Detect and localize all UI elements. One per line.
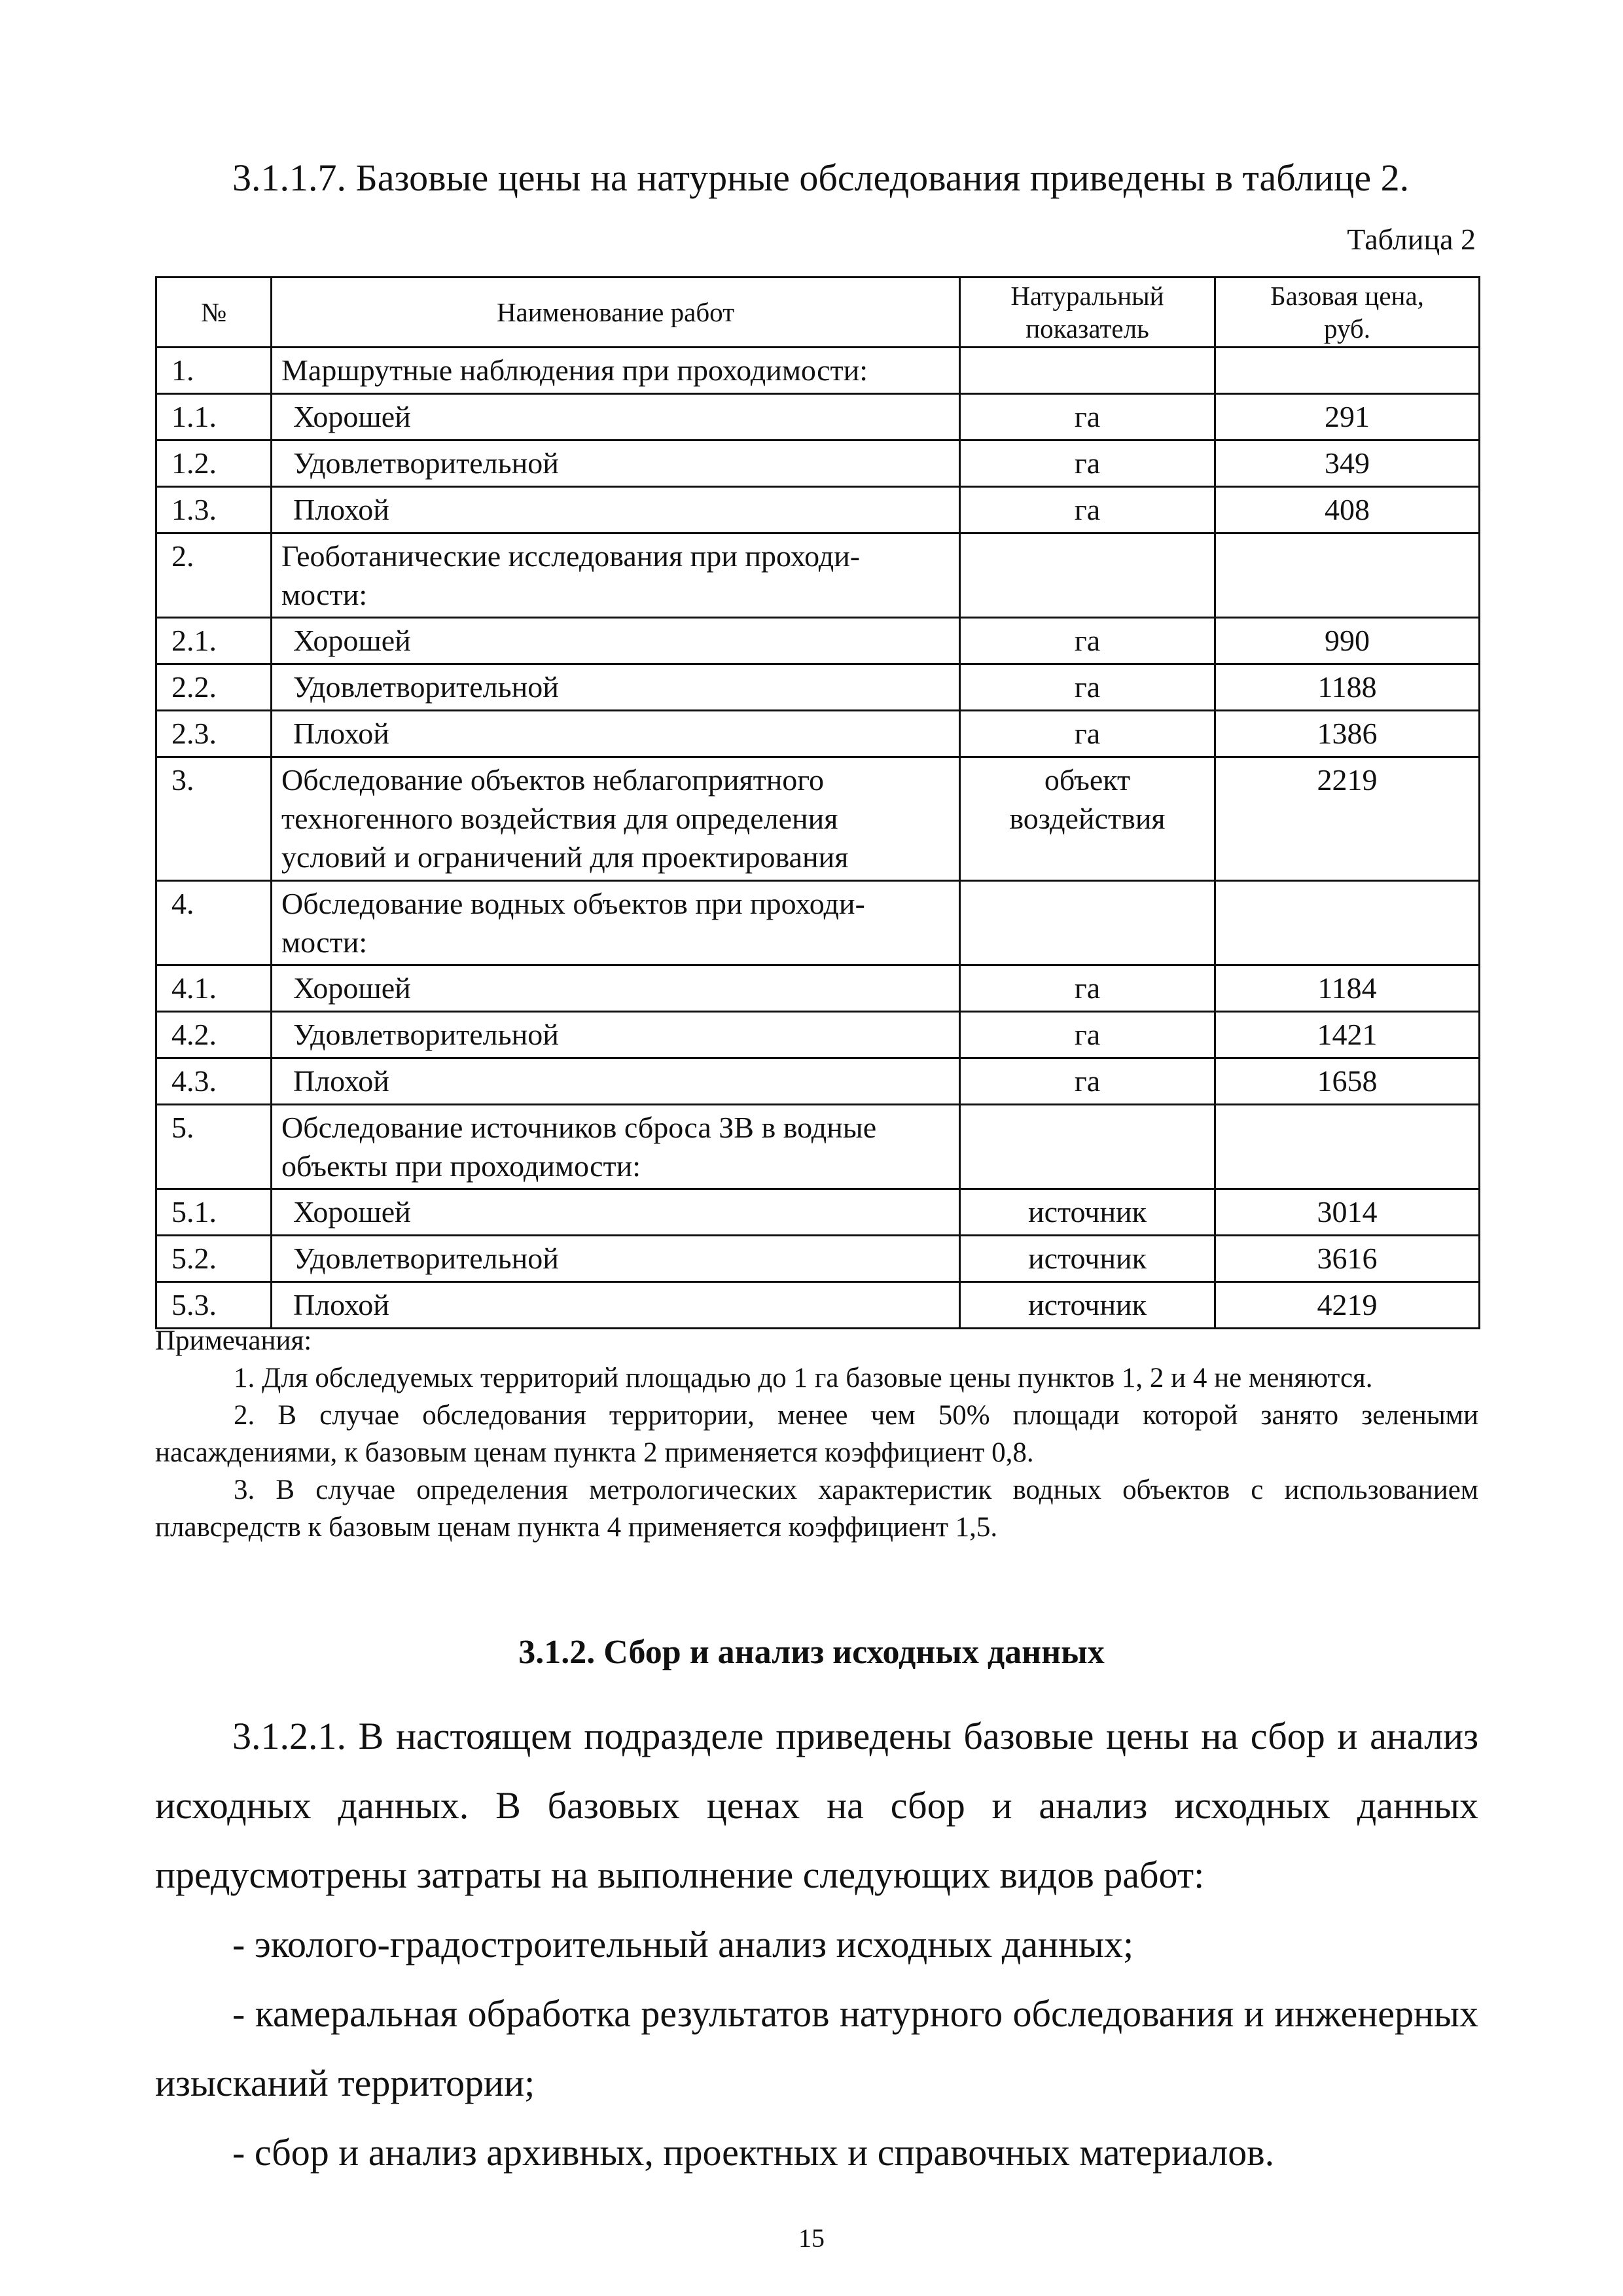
- row-num: 2.3.: [156, 711, 272, 757]
- row-unit: [960, 1105, 1215, 1189]
- header-name: Наименование работ: [272, 278, 960, 348]
- notes-block: [155, 1322, 1478, 1546]
- row-num: 4.2.: [156, 1012, 272, 1058]
- table-row: [156, 618, 1480, 664]
- table-header-row: [156, 278, 1480, 348]
- row-unit: источник: [960, 1236, 1215, 1282]
- price-table: [155, 276, 1480, 1329]
- row-name-line: условий и ограничений для проектирования: [281, 840, 849, 874]
- row-num: 2.2.: [156, 664, 272, 711]
- row-unit: га: [960, 440, 1215, 487]
- note-item: 3. В случае определения метрологических характеристик водных объектов с использованием плавсредств к базовым ценам пункта 4 применяется коэффициент 1,5.: [155, 1475, 1478, 1543]
- row-name: [272, 881, 960, 965]
- row-num: 4.: [156, 881, 272, 965]
- table-row: [156, 394, 1480, 440]
- row-unit: га: [960, 394, 1215, 440]
- row-price: [1215, 348, 1480, 394]
- row-name: [272, 1105, 960, 1189]
- row-name-line: мости:: [281, 578, 368, 611]
- row-name: Плохой: [272, 1058, 960, 1105]
- table-row: [156, 440, 1480, 487]
- row-name: Хорошей: [272, 1189, 960, 1236]
- table-row: [156, 881, 1480, 965]
- row-name: Хорошей: [272, 394, 960, 440]
- row-unit: [960, 881, 1215, 965]
- row-name: Плохой: [272, 1282, 960, 1329]
- table-row: [156, 1012, 1480, 1058]
- note-item: 2. В случае обследования территории, менее чем 50% площади которой занято зелеными насаждениями, к базовым ценам пункта 2 применяется коэффициент 0,8.: [155, 1400, 1478, 1468]
- table-row: [156, 965, 1480, 1012]
- table-row: [156, 757, 1480, 881]
- row-unit: [960, 348, 1215, 394]
- body-paragraph: 3.1.2.1. В настоящем подразделе приведены базовые цены на сбор и анализ исходных данных. В базовых ценах на сбор и анализ исходных данных предусмотрены затраты на выполнение следующих видов работ:: [155, 1715, 1478, 1896]
- table-row: [156, 487, 1480, 533]
- row-num: 5.1.: [156, 1189, 272, 1236]
- row-name: Хорошей: [272, 618, 960, 664]
- row-price: 349: [1215, 440, 1480, 487]
- table-row: [156, 711, 1480, 757]
- body-list-item: - эколого-градостроительный анализ исходных данных;: [232, 1923, 1134, 1965]
- row-unit: [960, 533, 1215, 618]
- row-name-line: Геоботанические исследования при проходи-: [281, 539, 861, 573]
- row-unit-line: объект: [1044, 763, 1131, 797]
- row-name: Плохой: [272, 487, 960, 533]
- row-unit: [960, 757, 1215, 881]
- row-num: 1.2.: [156, 440, 272, 487]
- row-unit: га: [960, 1058, 1215, 1105]
- row-name-line: техногенного воздействия для определения: [281, 802, 838, 835]
- row-num: 5.3.: [156, 1282, 272, 1329]
- table-row: [156, 1058, 1480, 1105]
- table-row: [156, 1282, 1480, 1329]
- row-price: 2219: [1215, 757, 1480, 881]
- table-caption: Таблица 2: [1347, 223, 1476, 256]
- row-num: 3.: [156, 757, 272, 881]
- row-name-line: Обследование водных объектов при проходи-: [281, 887, 865, 920]
- row-name: Удовлетворительной: [272, 1012, 960, 1058]
- row-num: 2.: [156, 533, 272, 618]
- notes-title: Примечания:: [155, 1325, 312, 1356]
- row-name: Удовлетворительной: [272, 440, 960, 487]
- body-list-item: - камеральная обработка результатов натурного обследования и инженерных изысканий территории;: [155, 1992, 1478, 2104]
- row-num: 1.1.: [156, 394, 272, 440]
- row-num: 1.3.: [156, 487, 272, 533]
- row-num: 2.1.: [156, 618, 272, 664]
- row-price: 4219: [1215, 1282, 1480, 1329]
- row-unit: га: [960, 487, 1215, 533]
- row-name: Плохой: [272, 711, 960, 757]
- row-unit: га: [960, 965, 1215, 1012]
- table-row: [156, 1189, 1480, 1236]
- header-num: №: [156, 278, 272, 348]
- row-name-line: Обследование объектов неблагоприятного: [281, 763, 825, 797]
- table-row: [156, 664, 1480, 711]
- row-unit-line: воздействия: [1009, 802, 1166, 835]
- row-name: Хорошей: [272, 965, 960, 1012]
- row-name: Удовлетворительной: [272, 1236, 960, 1282]
- row-unit: источник: [960, 1189, 1215, 1236]
- section-heading: 3.1.2. Сбор и анализ исходных данных: [518, 1634, 1105, 1671]
- row-unit: га: [960, 618, 1215, 664]
- row-price: 1188: [1215, 664, 1480, 711]
- row-unit: источник: [960, 1282, 1215, 1329]
- row-name: Маршрутные наблюдения при проходимости:: [272, 348, 960, 394]
- row-num: 4.3.: [156, 1058, 272, 1105]
- row-unit: га: [960, 711, 1215, 757]
- row-price: [1215, 1105, 1480, 1189]
- row-name-line: мости:: [281, 925, 368, 959]
- row-price: 1386: [1215, 711, 1480, 757]
- row-name-line: объекты при проходимости:: [281, 1149, 641, 1183]
- row-unit: га: [960, 1012, 1215, 1058]
- table-row: [156, 533, 1480, 618]
- body-list-item: - сбор и анализ архивных, проектных и справочных материалов.: [232, 2131, 1275, 2174]
- page-number: 15: [798, 2223, 825, 2253]
- row-price: [1215, 881, 1480, 965]
- row-price: 408: [1215, 487, 1480, 533]
- intro-paragraph: 3.1.1.7. Базовые цены на натурные обследования приведены в таблице 2.: [232, 156, 1410, 199]
- table-row: [156, 1105, 1480, 1189]
- header-price: [1215, 278, 1480, 348]
- table-row: [156, 1236, 1480, 1282]
- header-unit: [960, 278, 1215, 348]
- row-name: [272, 757, 960, 881]
- row-price: 1184: [1215, 965, 1480, 1012]
- row-price: 3014: [1215, 1189, 1480, 1236]
- row-price: 291: [1215, 394, 1480, 440]
- row-price: 990: [1215, 618, 1480, 664]
- note-item: 1. Для обследуемых территорий площадью до 1 га базовые цены пунктов 1, 2 и 4 не меняются.: [234, 1363, 1373, 1393]
- row-name-line: Обследование источников сброса ЗВ в водные: [281, 1111, 877, 1144]
- row-num: 4.1.: [156, 965, 272, 1012]
- header-unit-line1: Натуральный: [1010, 281, 1164, 311]
- row-price: 3616: [1215, 1236, 1480, 1282]
- row-num: 1.: [156, 348, 272, 394]
- section-body: [155, 1702, 1478, 2187]
- header-price-line2: руб.: [1323, 314, 1371, 344]
- header-price-line1: Базовая цена,: [1270, 281, 1424, 311]
- row-num: 5.2.: [156, 1236, 272, 1282]
- row-name: Удовлетворительной: [272, 664, 960, 711]
- row-price: 1421: [1215, 1012, 1480, 1058]
- row-name: [272, 533, 960, 618]
- row-price: [1215, 533, 1480, 618]
- table-row: [156, 348, 1480, 394]
- row-price: 1658: [1215, 1058, 1480, 1105]
- header-unit-line2: показатель: [1026, 314, 1149, 344]
- row-num: 5.: [156, 1105, 272, 1189]
- row-unit: га: [960, 664, 1215, 711]
